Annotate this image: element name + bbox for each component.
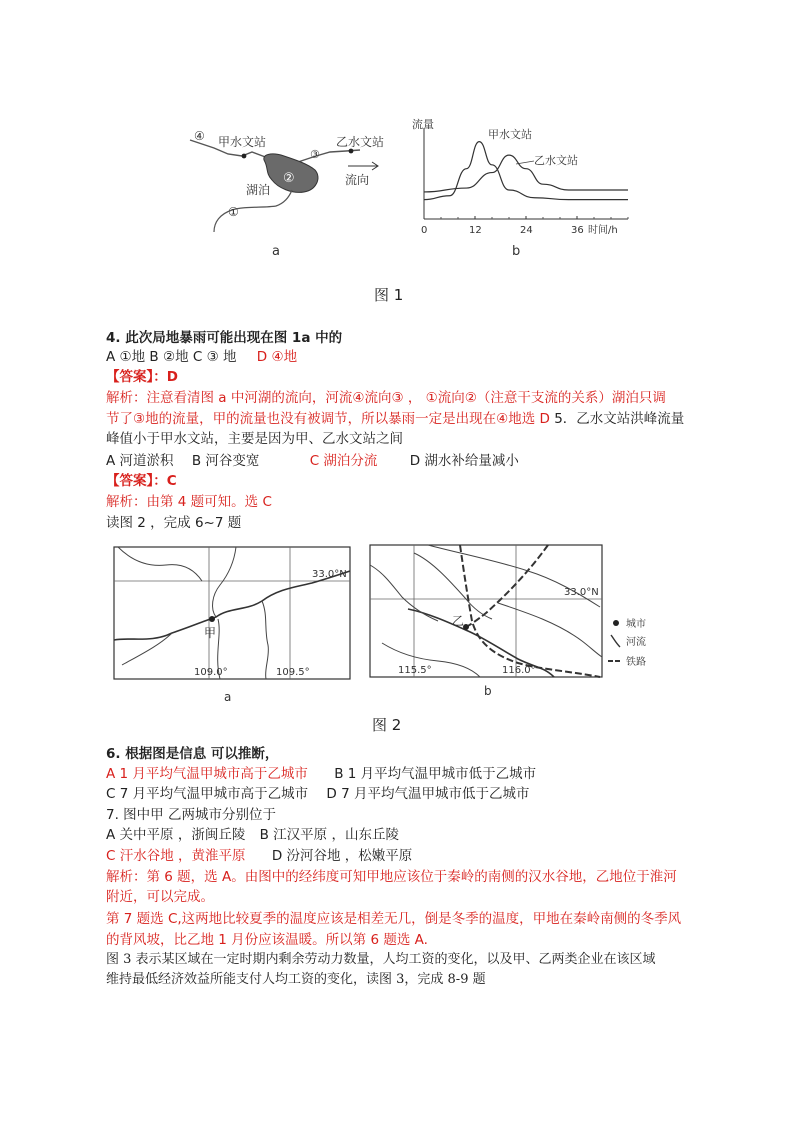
flow-arrow xyxy=(348,162,378,170)
q5-option-c: C 湖泊分流 xyxy=(309,453,378,469)
label-yi-station: 乙水文站 xyxy=(336,135,385,149)
q4-explanation-2-red: 节了③地的流量，甲的流量也没有被调节，所以暴雨一定是出现在④地选 D xyxy=(106,411,550,427)
legend-river-icon xyxy=(611,635,620,647)
q7-option-d: D 汾河谷地 ，松嫩平原 xyxy=(271,848,413,864)
lon-label-2: 116.0° xyxy=(502,665,536,676)
label-lake: 湖泊 xyxy=(246,183,271,197)
q6-option-a: A 1 月平均气温甲城市高于乙城市 xyxy=(106,766,308,782)
q4-stem: 4. 此次局地暴雨可能出现在图 1a 中的 xyxy=(106,330,343,346)
q7-explanation-4: 的背风坡，比乙地 1 月份应该温暖。所以第 6 题选 A. xyxy=(106,932,428,948)
q7-option-a: A 关中平原 ，浙闽丘陵 xyxy=(106,827,246,843)
q7-option-b: B 江汉平原 ，山东丘陵 xyxy=(259,827,399,843)
figure-1b-chart xyxy=(408,116,634,261)
q5-stem-start: 5．乙水文站洪峰流量 xyxy=(549,411,685,427)
q6-option-b: B 1 月平均气温甲城市低于乙城市 xyxy=(334,766,537,782)
x-axis-label: 时间/h xyxy=(588,225,618,236)
railway-1 xyxy=(460,545,600,677)
series-jia-label: 甲水文站 xyxy=(488,128,532,141)
label-n2: ② xyxy=(283,171,295,186)
q6-option-c: C 7 月平均气温甲城市高于乙城市 xyxy=(106,786,309,802)
station-jia-dot xyxy=(242,154,247,159)
river-trib-2 xyxy=(414,553,492,619)
figure-1-title: 图 1 xyxy=(374,286,404,304)
label-flow: 流向 xyxy=(345,173,370,187)
fig3-intro-1: 图 3 表示某区域在一定时期内剩余劳动力数量，人均工资的变化，以及甲、乙两类企业在该区域 xyxy=(106,952,656,967)
x-tick-label-0: 0 xyxy=(421,225,428,236)
figure-1a-map xyxy=(180,118,405,263)
q5-option-a: A 河道淤积 xyxy=(106,453,174,469)
legend-city-label: 城市 xyxy=(626,619,646,630)
q4-explanation-2 xyxy=(106,410,684,428)
y-axis-label: 流量 xyxy=(412,118,434,131)
q7-explanation-3: 第 7 题选 C,这两地比较夏季的温度应该是相差无几，倒是冬季的温度，甲地在秦岭南侧的冬季风 xyxy=(106,911,682,927)
lon-label-1: 109.0° xyxy=(194,667,228,678)
legend-river-label: 河流 xyxy=(626,637,646,648)
q4-answer: 【答案】：D xyxy=(106,369,178,385)
q5-answer: 【答案】：C xyxy=(106,473,177,489)
q4-options xyxy=(106,348,297,366)
q4-explanation-1: 解析：注意看清图 a 中河湖的流向，河流④流向③ ， ①流向②（注意干支流的关系）湖泊只调 xyxy=(106,390,666,406)
lat-label: 33.0°N xyxy=(312,569,347,580)
label-n1: ① xyxy=(228,205,239,219)
q7-explanation-2: 附近，可以完成。 xyxy=(106,889,214,905)
q5-options xyxy=(106,452,519,470)
figure-1a-caption: a xyxy=(272,244,280,259)
fig3-intro-2: 维持最低经济效益所能支付人均工资的变化，读图 3，完成 8-9 题 xyxy=(106,972,486,987)
q7-options-row1 xyxy=(106,826,399,844)
q4-options-abc: A ①地 B ②地 C ③ 地 xyxy=(106,349,237,365)
legend-city-icon xyxy=(613,620,619,626)
city-yi-label: 乙 xyxy=(452,614,465,628)
q7-options-row2 xyxy=(106,847,412,865)
figure-2a-caption: a xyxy=(224,690,232,704)
river-trib-1 xyxy=(213,547,236,617)
station-yi-dot xyxy=(349,149,354,154)
figure-1b-caption: b xyxy=(512,244,521,259)
q5-stem: 峰值小于甲水文站，主要是因为甲、乙水文站之间 xyxy=(106,431,403,447)
x-tick-label-24: 24 xyxy=(520,225,533,236)
q5-option-d: D 湖水补给量减小 xyxy=(409,453,519,469)
series-jia-line xyxy=(424,142,628,200)
q6-options-row2 xyxy=(106,785,529,803)
x-tick-label-12: 12 xyxy=(469,225,482,236)
lat-label: 33.0°N xyxy=(564,587,599,598)
map-frame xyxy=(370,545,602,677)
q6-options-row1 xyxy=(106,765,536,783)
q6-stem: 6. 根据图是信息 可以推断， xyxy=(106,746,279,762)
river-trib-1 xyxy=(370,565,438,621)
q7-stem: 7. 图中甲 乙两城市分别位于 xyxy=(106,807,276,823)
city-jia-dot xyxy=(209,616,215,622)
figure-2b-caption: b xyxy=(484,684,492,698)
q5-explanation: 解析：由第 4 题可知。选 C xyxy=(106,494,272,510)
series-yi-line xyxy=(424,155,628,192)
lon-label-2: 109.5° xyxy=(276,667,310,678)
figure-2a-map xyxy=(112,545,352,705)
river-trib-5 xyxy=(118,547,202,581)
q6-option-d: D 7 月平均气温甲城市低于乙城市 xyxy=(326,786,530,802)
figure-2b-map xyxy=(368,543,668,703)
figure-2-title: 图 2 xyxy=(372,716,402,734)
read-figure-2: 读图 2 ，完成 6~7 题 xyxy=(106,515,242,531)
x-tick-label-36: 36 xyxy=(571,225,584,236)
map-frame xyxy=(114,547,350,679)
q5-option-b: B 河谷变宽 xyxy=(191,453,260,469)
label-n3: ③ xyxy=(310,148,320,161)
series-yi-label: 乙水文站 xyxy=(534,154,578,167)
q7-explanation-1: 解析：第 6 题，选 A。由图中的经纬度可知甲地应该位于秦岭的南侧的汉水谷地，乙地位于淮河 xyxy=(106,869,677,885)
label-n4: ④ xyxy=(194,129,205,143)
lon-label-1: 115.5° xyxy=(398,665,432,676)
river-trib-4 xyxy=(498,603,602,657)
river-trib-2 xyxy=(262,601,268,679)
legend-rail-label: 铁路 xyxy=(626,657,646,668)
q4-option-d: D ④地 xyxy=(256,349,298,365)
label-jia-station: 甲水文站 xyxy=(218,135,267,149)
city-jia-label: 甲 xyxy=(204,626,217,640)
q7-option-c: C 汗水谷地 ，黄淮平原 xyxy=(106,848,246,864)
river-trib-3 xyxy=(122,633,172,665)
